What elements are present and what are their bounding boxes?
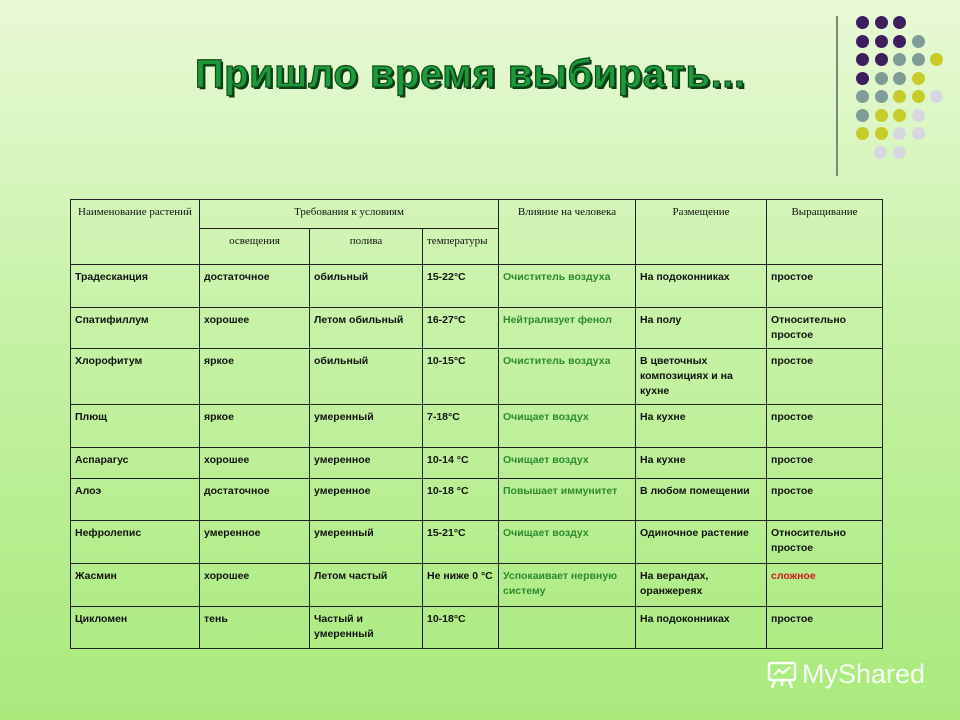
decor-dot: [856, 35, 869, 48]
cell-light: яркое: [200, 349, 310, 405]
decor-dot: [875, 35, 888, 48]
decor-dot: [856, 72, 869, 85]
decor-dot: [875, 109, 888, 122]
header-requirements: Требования к условиям: [200, 200, 499, 229]
cell-grow: Относительно простое: [767, 521, 883, 564]
myshared-watermark: [766, 656, 925, 692]
cell-water: обильный: [310, 349, 423, 405]
cell-place: На подоконниках: [636, 607, 767, 649]
cell-temp: 15-22°С: [423, 265, 499, 308]
slide-title: Пришло время выбирать...: [195, 52, 746, 96]
decor-dot: [856, 109, 869, 122]
decor-dot: [856, 90, 869, 103]
table-row: [71, 607, 883, 649]
cell-effect: Нейтрализует фенол: [499, 308, 636, 349]
header-growing: Выращивание: [767, 200, 883, 265]
cell-light: хорошее: [200, 308, 310, 349]
decor-dot: [875, 127, 888, 140]
table-row: [71, 479, 883, 521]
cell-place: На полу: [636, 308, 767, 349]
table-row: [71, 521, 883, 564]
cell-effect: Очищает воздух: [499, 448, 636, 479]
decor-dot: [875, 90, 888, 103]
cell-name: Спатифиллум: [71, 308, 200, 349]
header-effect: Влияние на человека: [499, 200, 636, 265]
cell-water: умеренный: [310, 405, 423, 448]
cell-temp: 10-18 °С: [423, 479, 499, 521]
cell-temp: 15-21°С: [423, 521, 499, 564]
table-row: [71, 265, 883, 308]
decor-dot: [875, 53, 888, 66]
header-plant-name: Наименование растений: [71, 200, 200, 265]
cell-grow: Относительно простое: [767, 308, 883, 349]
decor-dot: [875, 16, 888, 29]
cell-name: Жасмин: [71, 564, 200, 607]
cell-name: Традесканция: [71, 265, 200, 308]
cell-effect: Очиститель воздуха: [499, 349, 636, 405]
decor-dot: [893, 127, 906, 140]
table-row: [71, 308, 883, 349]
cell-light: достаточное: [200, 479, 310, 521]
cell-light: хорошее: [200, 448, 310, 479]
cell-place: На кухне: [636, 448, 767, 479]
header-lighting: освещения: [200, 229, 310, 265]
table-row: [71, 405, 883, 448]
decor-dot: [912, 53, 925, 66]
cell-place: В любом помещении: [636, 479, 767, 521]
decor-dot: [893, 35, 906, 48]
decor-dot: [912, 127, 925, 140]
cell-effect: [499, 607, 636, 649]
cell-name: Плющ: [71, 405, 200, 448]
cell-light: умеренное: [200, 521, 310, 564]
decor-dot: [893, 109, 906, 122]
cell-effect: Успокаивает нервную систему: [499, 564, 636, 607]
plants-table: [70, 199, 883, 649]
decor-dot: [856, 53, 869, 66]
decor-dot: [856, 127, 869, 140]
cell-water: умеренное: [310, 448, 423, 479]
cell-name: Аспарагус: [71, 448, 200, 479]
presentation-board-icon: [766, 658, 798, 690]
table-row: [71, 448, 883, 479]
cell-effect: Повышает иммунитет: [499, 479, 636, 521]
cell-water: Летом частый: [310, 564, 423, 607]
cell-grow: простое: [767, 405, 883, 448]
decor-dot: [893, 53, 906, 66]
decor-dot: [875, 72, 888, 85]
decor-dot: [930, 90, 943, 103]
cell-name: Хлорофитум: [71, 349, 200, 405]
cell-temp: 10-15°С: [423, 349, 499, 405]
decor-dot: [874, 146, 887, 159]
cell-effect: Очищает воздух: [499, 405, 636, 448]
cell-water: умеренное: [310, 479, 423, 521]
decor-divider-line: [836, 16, 838, 176]
cell-place: Одиночное растение: [636, 521, 767, 564]
cell-place: На подоконниках: [636, 265, 767, 308]
cell-place: На верандах, оранжереях: [636, 564, 767, 607]
decor-dot: [912, 109, 925, 122]
cell-water: Летом обильный: [310, 308, 423, 349]
cell-temp: 10-18°С: [423, 607, 499, 649]
header-temperature: температуры: [423, 229, 499, 265]
decor-dot: [893, 16, 906, 29]
cell-place: На кухне: [636, 405, 767, 448]
cell-grow: простое: [767, 448, 883, 479]
decor-dot: [912, 90, 925, 103]
cell-light: яркое: [200, 405, 310, 448]
cell-grow: сложное: [767, 564, 883, 607]
cell-water: обильный: [310, 265, 423, 308]
table-row: [71, 349, 883, 405]
cell-water: Частый и умеренный: [310, 607, 423, 649]
decor-dot: [912, 35, 925, 48]
cell-temp: 10-14 °С: [423, 448, 499, 479]
header-watering: полива: [310, 229, 423, 265]
cell-grow: простое: [767, 349, 883, 405]
cell-grow: простое: [767, 479, 883, 521]
cell-temp: Не ниже 0 °С: [423, 564, 499, 607]
cell-name: Цикломен: [71, 607, 200, 649]
cell-temp: 16-27°С: [423, 308, 499, 349]
cell-light: тень: [200, 607, 310, 649]
decor-dot: [930, 53, 943, 66]
cell-water: умеренный: [310, 521, 423, 564]
cell-effect: Очиститель воздуха: [499, 265, 636, 308]
decor-dot: [893, 90, 906, 103]
cell-grow: простое: [767, 265, 883, 308]
decor-dot: [893, 146, 906, 159]
table-row: [71, 564, 883, 607]
cell-name: Алоэ: [71, 479, 200, 521]
decor-dot: [856, 16, 869, 29]
cell-name: Нефролепис: [71, 521, 200, 564]
decor-dot: [893, 72, 906, 85]
cell-grow: простое: [767, 607, 883, 649]
cell-light: хорошее: [200, 564, 310, 607]
cell-effect: Очищает воздух: [499, 521, 636, 564]
header-placement: Размещение: [636, 200, 767, 265]
watermark-text: MyShared: [802, 658, 926, 689]
cell-temp: 7-18°С: [423, 405, 499, 448]
decor-dot: [912, 72, 925, 85]
cell-light: достаточное: [200, 265, 310, 308]
cell-place: В цветочных композициях и на кухне: [636, 349, 767, 405]
